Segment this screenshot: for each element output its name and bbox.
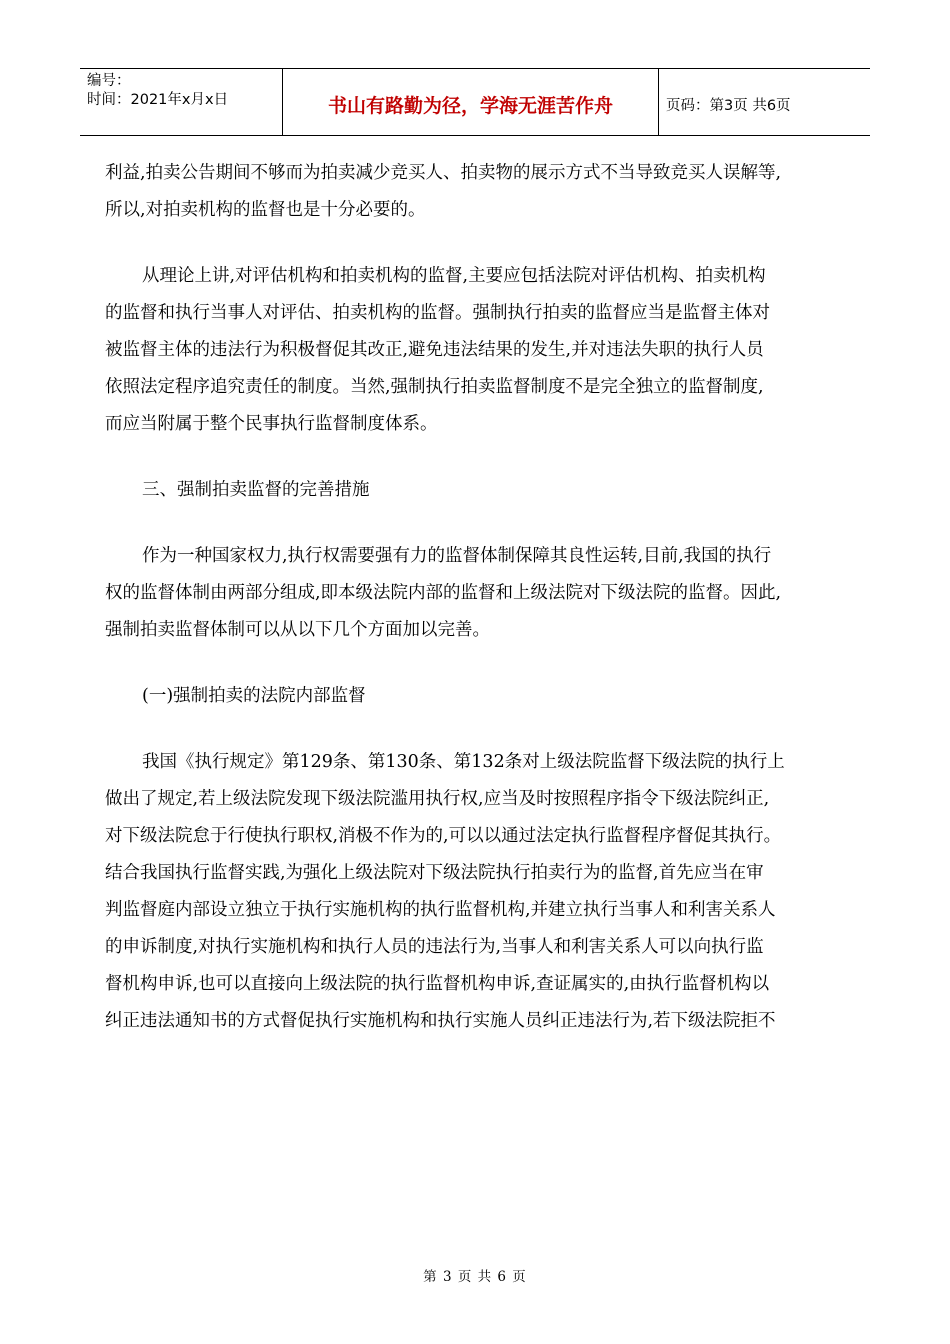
document-date-label: 时间：2021年x月x日 <box>87 92 229 108</box>
header-meta <box>80 69 283 135</box>
text-line: 做出了规定,若上级法院发现下级法院滥用执行权,应当及时按照程序指令下级法院纠正, <box>105 789 770 809</box>
paragraph-6 <box>105 744 847 1040</box>
document-number-label: 编号： <box>87 73 131 89</box>
text-line: 强制拍卖监督体制可以从以下几个方面加以完善。 <box>105 620 490 640</box>
page-header <box>80 68 870 136</box>
text-line: 三、强制拍卖监督的完善措施 <box>142 480 370 500</box>
text-line: 督机构申诉,也可以直接向上级法院的执行监督机构申诉,查证属实的,由执行监督机构以 <box>105 974 770 994</box>
text-line: 所以,对拍卖机构的监督也是十分必要的。 <box>105 200 426 220</box>
section-heading-3 <box>105 472 847 509</box>
paragraph-4 <box>105 538 847 649</box>
document-body <box>105 155 847 1040</box>
header-page-info: 页码：第3页 共6页 <box>666 97 791 114</box>
text-line: 作为一种国家权力,执行权需要强有力的监督体制保障其良性运转,目前,我国的执行 <box>142 546 772 566</box>
text-line: 被监督主体的违法行为积极督促其改正,避免违法结果的发生,并对违法失职的执行人员 <box>105 340 764 360</box>
text-line: 而应当附属于整个民事执行监督制度体系。 <box>105 414 438 434</box>
text-line: 利益,拍卖公告期间不够而为拍卖减少竞买人、拍卖物的展示方式不当导致竞买人误解等, <box>105 163 782 183</box>
text-line: 我国《执行规定》第129条、第130条、第132条对上级法院监督下级法院的执行上 <box>142 752 785 772</box>
text-line: 结合我国执行监督实践,为强化上级法院对下级法院执行拍卖行为的监督,首先应当在审 <box>105 863 764 883</box>
text-line: 判监督庭内部设立独立于执行实施机构的执行监督机构,并建立执行当事人和利害关系人 <box>105 900 776 920</box>
page-footer: 第 3 页 共 6 页 <box>423 1269 527 1285</box>
paragraph-2 <box>105 258 847 443</box>
text-line: 对下级法院怠于行使执行职权,消极不作为的,可以以通过法定执行监督程序督促其执行。 <box>105 826 782 846</box>
text-line: 纠正违法通知书的方式督促执行实施机构和执行实施人员纠正违法行为,若下级法院拒不 <box>105 1011 776 1031</box>
text-line: 的监督和执行当事人对评估、拍卖机构的监督。强制执行拍卖的监督应当是监督主体对 <box>105 303 770 323</box>
text-line: (一)强制拍卖的法院内部监督 <box>142 686 366 706</box>
subsection-heading-1 <box>105 678 847 715</box>
text-line: 的申诉制度,对执行实施机构和执行人员的违法行为,当事人和利害关系人可以向执行监 <box>105 937 764 957</box>
paragraph-1 <box>105 155 847 229</box>
text-line: 从理论上讲,对评估机构和拍卖机构的监督,主要应包括法院对评估机构、拍卖机构 <box>142 266 766 286</box>
text-line: 权的监督体制由两部分组成,即本级法院内部的监督和上级法院对下级法院的监督。因此, <box>105 583 782 603</box>
header-motto: 书山有路勤为径，学海无涯苦作舟 <box>283 69 659 135</box>
text-line: 依照法定程序追究责任的制度。当然,强制执行拍卖监督制度不是完全独立的监督制度, <box>105 377 764 397</box>
